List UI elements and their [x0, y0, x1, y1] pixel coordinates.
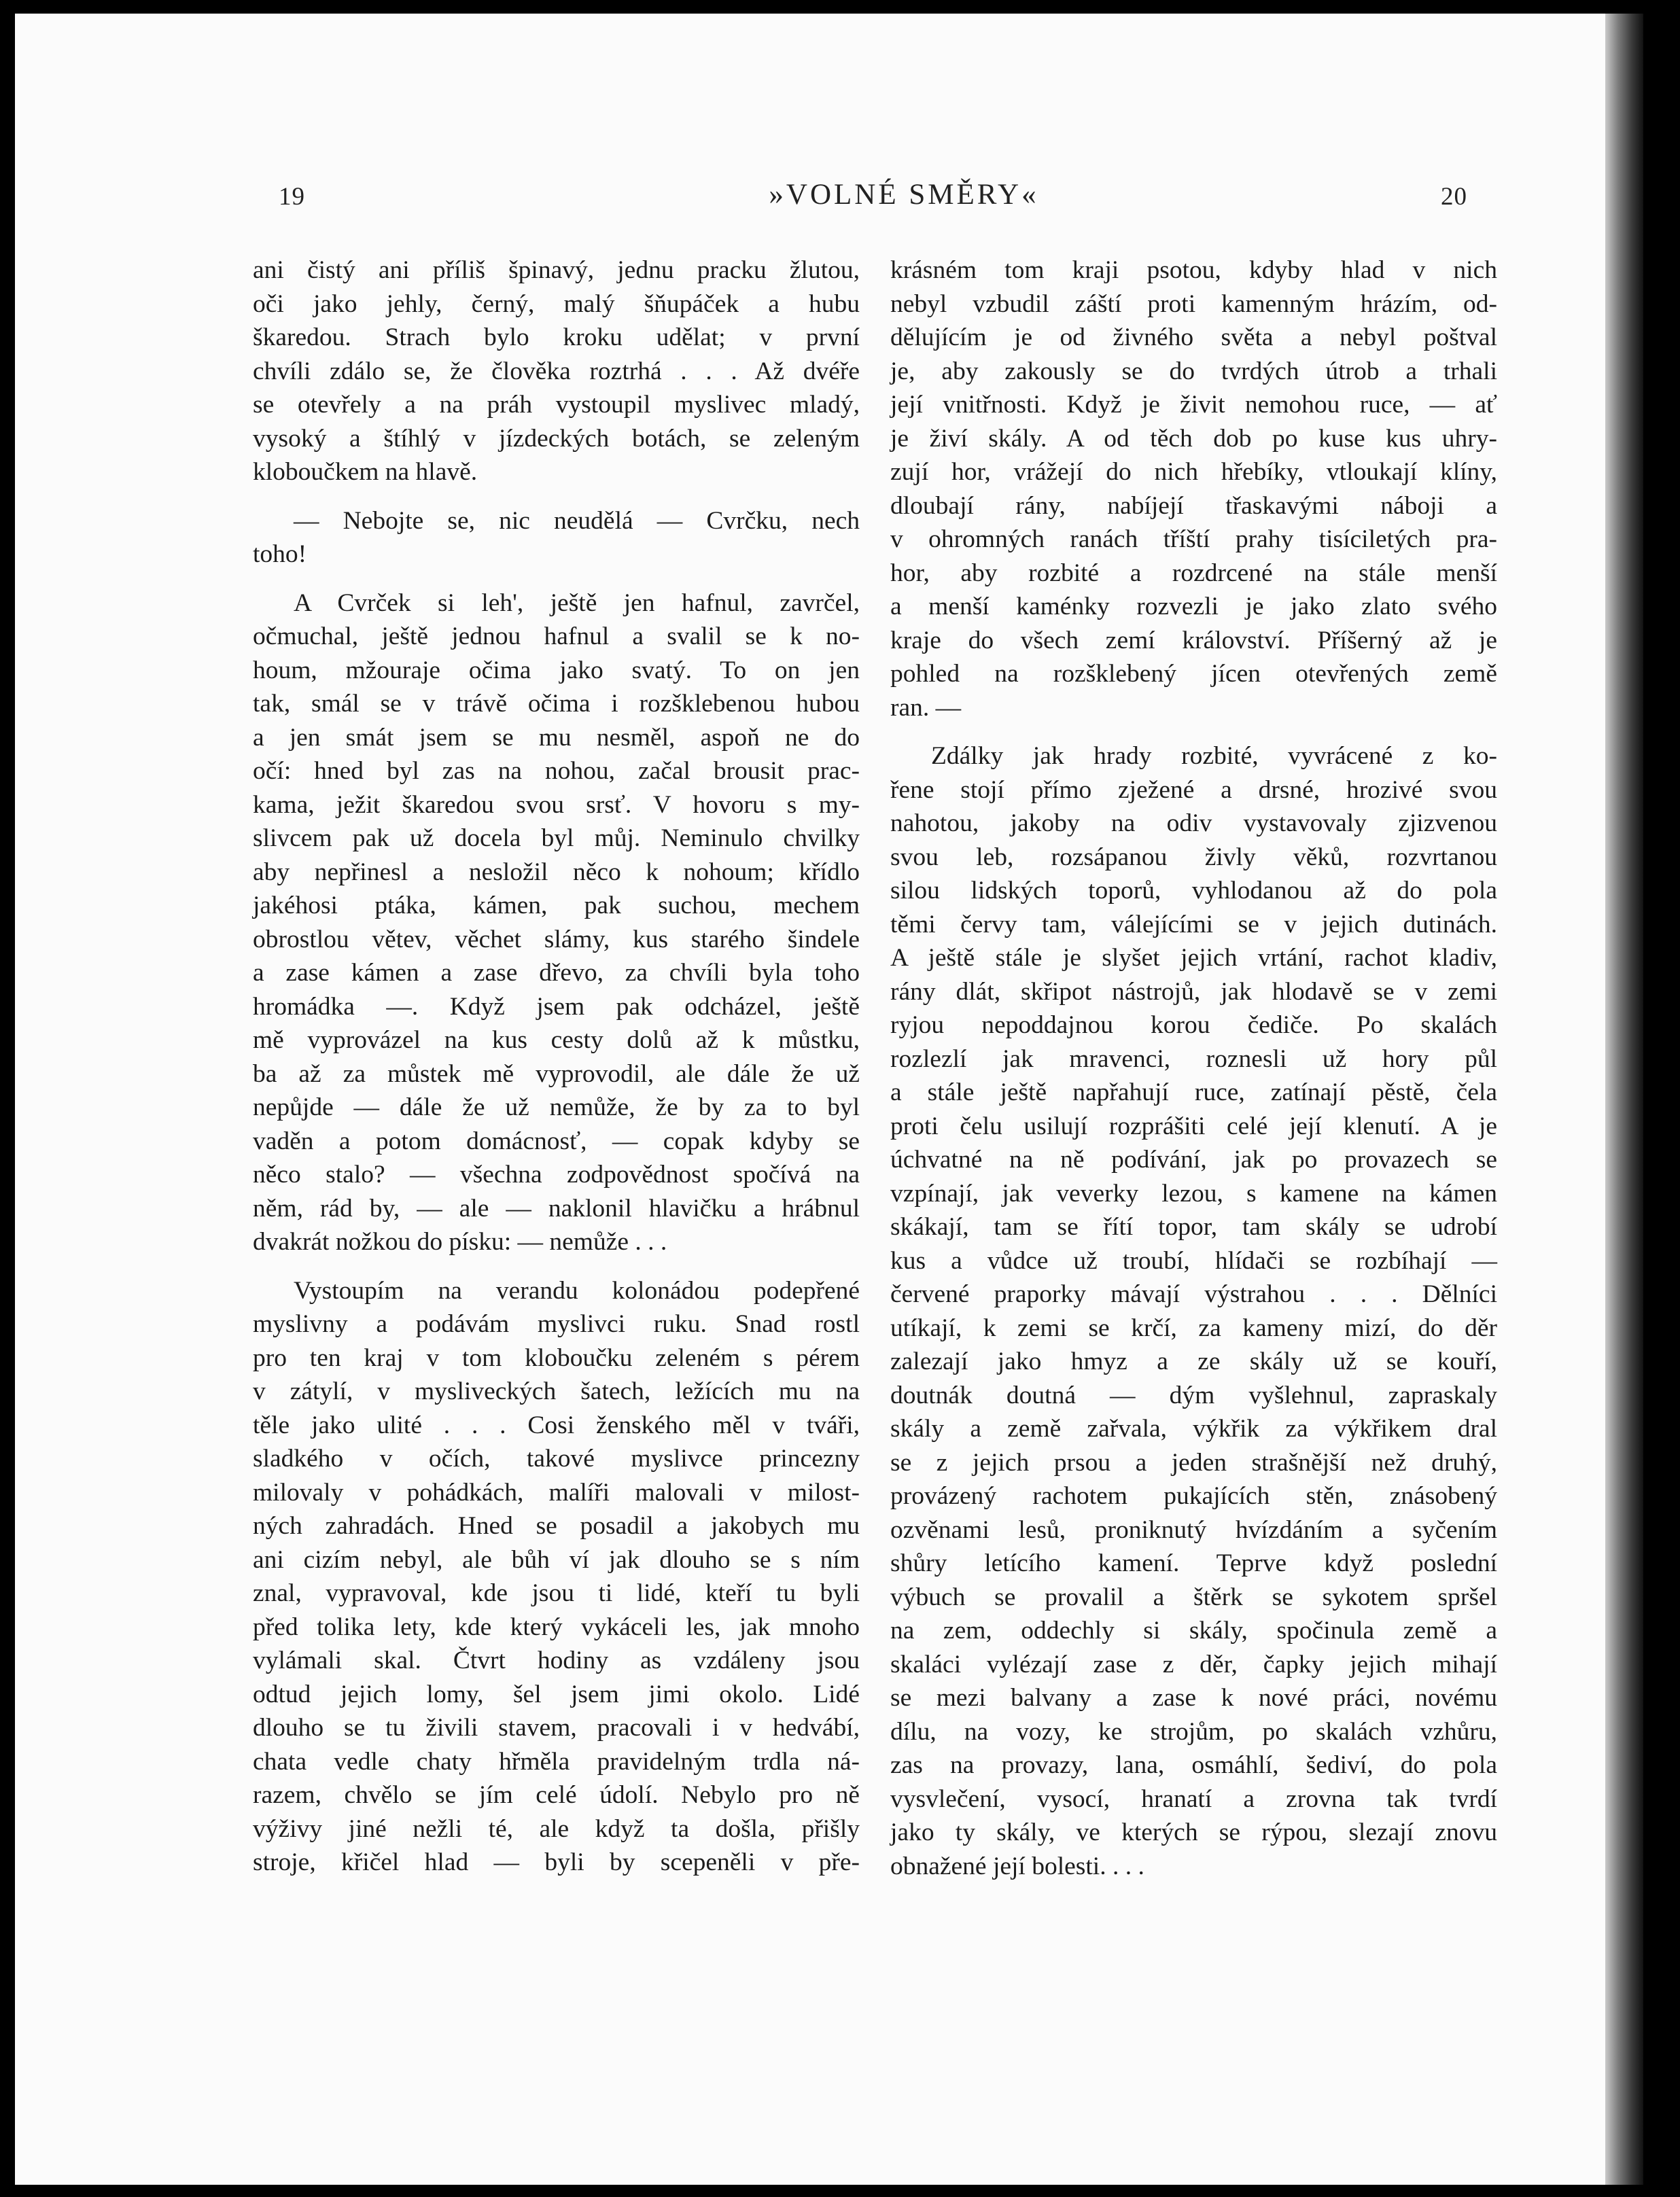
text-line: něco stalo? — všechna zodpovědnost spočívá na	[253, 1161, 860, 1189]
text-line: obrostlou větev, věchet slámy, kus starého šindele	[253, 925, 860, 953]
text-line: něm, rád by, — ale — naklonil hlavičku a hrábnul	[253, 1194, 860, 1223]
text-line: ba až za můstek mě vyprovodil, ale dále že už	[253, 1059, 860, 1088]
text-line: kraje do všech zemí království. Příšerný až je	[890, 626, 1497, 654]
text-line: před tolika lety, kde který vykáceli les, jak mnoho	[253, 1613, 860, 1641]
running-title: »VOLNÉ SMĚRY«	[769, 179, 1039, 211]
text-line: ani cizím nebyl, ale bůh ví jak dlouho se s ním	[253, 1545, 860, 1574]
text-line: v ohromných ranách tříští prahy tisíciletých pra-	[890, 525, 1497, 553]
text-line: na zem, oddechly si skály, spočinula země a	[890, 1617, 1497, 1645]
text-line: Zdálky jak hrady rozbité, vyvrácené z ko-	[931, 742, 1497, 770]
text-line: nebyl vzbudil záští proti kamenným hrázím, od-	[890, 289, 1497, 318]
text-line: aby nepřinesl a nesložil něco k nohoum; křídlo	[253, 858, 860, 886]
paragraph-gap	[253, 572, 860, 586]
text-line: krásném tom kraji psotou, kdyby hlad v nich	[890, 256, 1497, 284]
text-line: myslivny a podávám myslivci ruku. Snad rostl	[253, 1310, 860, 1338]
text-line: kama, ježit škaredou svou srsť. V hovoru s my-	[253, 790, 860, 819]
paragraph	[253, 504, 860, 572]
paragraph	[253, 586, 860, 1259]
text-line: se z jejich prsou a jeden strašnější než druhý,	[890, 1448, 1497, 1477]
text-line: dloubají rány, nabíjejí třaskavými náboji a	[890, 491, 1497, 520]
text-line: chata vedle chaty hřměla pravidelným trdla ná-	[253, 1747, 860, 1776]
text-line: obnažené její bolesti. . . .	[890, 1852, 1144, 1880]
text-line: rány dlát, skřipot nástrojů, jak hlodavě se v zemi	[890, 977, 1497, 1006]
text-line: Vystoupím na verandu kolonádou podepřené	[294, 1276, 860, 1305]
text-line: utíkají, k zemi se krčí, za kameny mizí, do děr	[890, 1314, 1497, 1342]
text-line: slivcem pak už docela byl můj. Neminulo chvilky	[253, 824, 860, 852]
paragraph	[253, 1274, 860, 1880]
text-line: vzpínají, jak veverky lezou, s kamene na kámen	[890, 1179, 1497, 1208]
text-column-left	[253, 253, 860, 1880]
text-line: houm, mžouraje očima jako svatý. To on jen	[253, 656, 860, 684]
text-line: vaděn a potom domácnosť, — copak kdyby se	[253, 1127, 860, 1155]
text-line: hor, aby rozbité a rozdrcené na stále menší	[890, 559, 1497, 587]
text-line: vysoký a štíhlý v jízdeckých botách, se zeleným	[253, 424, 860, 453]
text-line: — Nebojte se, nic neudělá — Cvrčku, nech	[294, 506, 860, 535]
text-line: v zátylí, v mysliveckých šatech, ležících mu na	[253, 1377, 860, 1405]
text-line: je, aby zakously se do tvrdých útrob a trhali	[890, 357, 1497, 385]
text-line: dělujícím je od živného světa a nebyl poštval	[890, 323, 1497, 351]
text-line: toho!	[253, 540, 307, 568]
text-line: silou lidských toporů, vyhlodanou až do pola	[890, 877, 1497, 904]
page-number-right: 20	[1441, 183, 1467, 211]
text-line: se mezi balvany a zase k nové práci, novému	[890, 1684, 1497, 1712]
paragraph	[253, 253, 860, 489]
text-line: zas na provazy, lana, osmáhlí, šediví, do pola	[890, 1751, 1497, 1779]
text-line: a menší kaménky rozvezli je jako zlato svého	[890, 593, 1497, 620]
text-line: výživy jiné nežli té, ale když ta došla, přišly	[253, 1814, 860, 1843]
text-line: očí: hned byl zas na nohou, začal brousit prac-	[253, 757, 860, 785]
text-line: ných zahradách. Hned se posadil a jakobych mu	[253, 1512, 860, 1540]
text-line: řene stojí přímo zježené a drsné, hrozivé svou	[890, 775, 1497, 804]
text-line: červené praporky mávají výstrahou . . . Dělníci	[890, 1280, 1497, 1308]
text-line: razem, chvělo se jím celé údolí. Nebylo pro ně	[253, 1781, 860, 1809]
text-line: zují hor, vrážejí do nich hřebíky, vtloukají klíny,	[890, 458, 1497, 486]
text-line: těmi červy tam, válejícími se v jejich dutinách.	[890, 910, 1497, 938]
text-line: pro ten kraj v tom kloboučku zeleném s pérem	[253, 1343, 860, 1372]
text-line: A Cvrček si leh', ještě jen hafnul, zavrčel,	[294, 588, 860, 617]
text-line: a jen smát jsem se mu nesměl, aspoň ne do	[253, 723, 860, 752]
text-line: dvakrát nožkou do písku: — nemůže . . .	[253, 1228, 667, 1256]
text-line: jako ty skály, ve kterých se rýpou, slezají znovu	[890, 1818, 1497, 1846]
text-line: ran. —	[890, 693, 962, 722]
text-line: doutnák doutná — dým vyšlehnul, zapraskaly	[890, 1381, 1497, 1409]
text-line: dílu, na vozy, ke strojům, po skalách vzhůru,	[890, 1717, 1497, 1746]
text-line: výbuch se provalil a štěrk se sykotem spršel	[890, 1583, 1497, 1611]
text-line: milovaly v pohádkách, malíři malovali v milost-	[253, 1478, 860, 1507]
text-line: A ještě stále je slyšet jejich vrtání, rachot kladiv,	[890, 944, 1497, 972]
text-line: vylámali skal. Čtvrt hodiny as vzdáleny jsou	[253, 1647, 860, 1674]
text-line: proti čelu usilují rozprášiti celé její klenutí. A je	[890, 1112, 1497, 1140]
text-line: a zase kámen a zase dřevo, za chvíli byla toho	[253, 959, 860, 987]
text-line: pohled na rozšklebený jícen otevřených země	[890, 660, 1497, 688]
text-line: její vnitřnosti. Když je živit nemohou ruce, — ať	[890, 391, 1497, 419]
text-line: shůry letícího kamení. Teprve když poslední	[890, 1549, 1497, 1577]
text-line: očmuchal, ještě jednou hafnul a svalil se k no-	[253, 622, 860, 650]
text-line: hromádka —. Když jsem pak odcházel, ještě	[253, 992, 860, 1021]
scan-border	[1643, 14, 1680, 2185]
text-line: skály a země zařvala, výkřik za výkřikem dral	[890, 1415, 1497, 1443]
text-line: se otevřely a na práh vystoupil myslivec mladý,	[253, 391, 860, 419]
text-line: skákají, tam se řítí topor, tam skály se udrobí	[890, 1213, 1497, 1241]
text-line: nepůjde — dále že už nemůže, že by za to byl	[253, 1093, 860, 1121]
text-line: je živí skály. A od těch dob po kuse kus uhry-	[890, 424, 1497, 453]
text-line: tak, smál se v trávě očima i rozšklebenou hubou	[253, 690, 860, 718]
paragraph	[890, 253, 1497, 724]
text-line: sladkého v očích, takové myslivce princezny	[253, 1445, 860, 1473]
text-line: chvíli zdálo se, že člověka roztrhá . . . Až dvéře	[253, 357, 860, 385]
text-line: ani čistý ani příliš špinavý, jednu pracku žlutou,	[253, 256, 860, 284]
text-line: znal, vypravoval, kde jsou ti lidé, kteří tu byli	[253, 1579, 860, 1607]
text-line: rozlezlí jak mravenci, roznesli už hory půl	[890, 1044, 1497, 1073]
text-line: těle jako ulité . . . Cosi ženského měl v tváři,	[253, 1411, 860, 1439]
paragraph	[890, 739, 1497, 1883]
text-line: vysvlečení, vysocí, hranatí a zrovna tak tvrdí	[890, 1785, 1497, 1813]
text-line: ryjou nepoddajnou korou čediče. Po skalách	[890, 1011, 1497, 1039]
text-line: a stále ještě napřahují ruce, zatínají pěstě, čela	[890, 1078, 1497, 1106]
page-number-left: 19	[279, 183, 305, 211]
text-line: svou leb, rozsápanou živly věků, rozvrtanou	[890, 843, 1497, 871]
paragraph-gap	[890, 724, 1497, 739]
paragraph-gap	[253, 489, 860, 504]
text-line: mě vyprovázel na kus cesty dolů až k můstku,	[253, 1026, 860, 1054]
paragraph-gap	[253, 1259, 860, 1274]
book-spine-shadow	[1605, 14, 1643, 2185]
text-line: úchvatné na ně podívání, jak po provazech se	[890, 1146, 1497, 1174]
text-line: kus a vůdce už troubí, hlídači se rozbíhají —	[890, 1246, 1497, 1275]
text-line: provázený rachotem pukajících stěn, znásobený	[890, 1482, 1497, 1510]
text-line: nahotou, jakoby na odiv vystavovaly zjizvenou	[890, 809, 1497, 837]
text-line: škaredou. Strach bylo kroku udělat; v první	[253, 323, 860, 351]
text-column-right	[890, 253, 1497, 1883]
text-line: dlouho se tu živili stavem, pracovali i v hedvábí,	[253, 1714, 860, 1742]
text-line: stroje, křičel hlad — byli by scepeněli v pře-	[253, 1848, 860, 1876]
text-line: oči jako jehly, černý, malý šňupáček a hubu	[253, 289, 860, 318]
text-line: jakéhosi ptáka, kámen, pak suchou, mechem	[253, 892, 860, 919]
text-line: odtud jejich lomy, šel jsem jimi okolo. Lidé	[253, 1680, 860, 1708]
text-line: zalezají jako hmyz a ze skály už se kouří,	[890, 1348, 1497, 1375]
text-line: skaláci vylézají zase z děr, čapky jejich mihají	[890, 1650, 1497, 1678]
text-line: kloboučkem na hlavě.	[253, 458, 478, 486]
text-line: ozvěnami lesů, proniknutý hvízdáním a syčením	[890, 1515, 1497, 1544]
